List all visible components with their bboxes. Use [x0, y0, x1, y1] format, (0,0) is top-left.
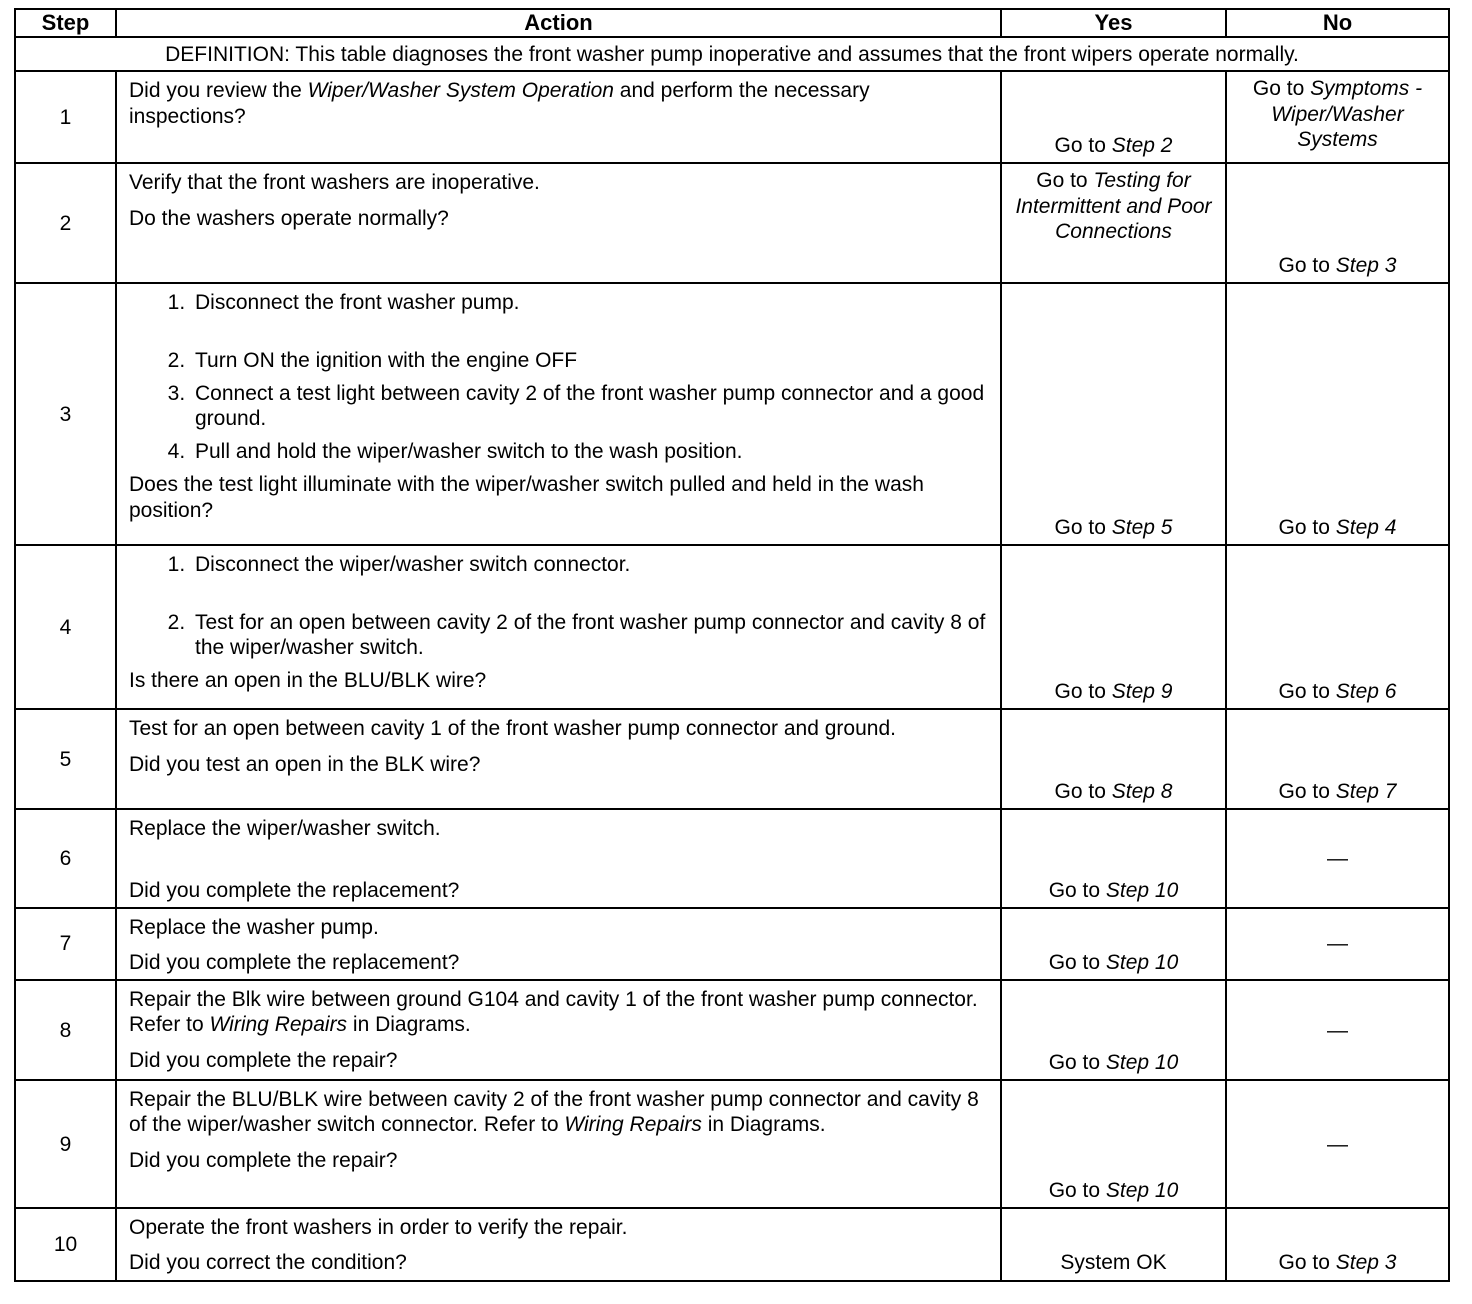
step-link[interactable]: Step 9 — [1111, 680, 1173, 704]
goto-text: Go to — [1048, 1178, 1106, 1202]
action-question: Did you complete the replacement? — [129, 950, 460, 974]
no-cell — [1226, 1080, 1449, 1208]
goto-text: Go to — [1278, 1251, 1336, 1275]
no-action-dash: — — [1327, 846, 1348, 870]
result-text: System OK — [1060, 1251, 1167, 1275]
step-link[interactable]: Step 7 — [1335, 780, 1397, 804]
list-item: 2. Test for an open between cavity 2 of the front washer pump connector and cavity 8 of the wiper/washer switch. — [191, 610, 990, 660]
no-cell — [1226, 545, 1449, 709]
doc-reference: Wiper/Washer System Operation — [307, 79, 614, 103]
goto-text: Go to — [1048, 878, 1106, 902]
header-action: Action — [116, 9, 1001, 37]
instruction-text: in Diagrams. — [701, 1113, 826, 1137]
action-instruction: Operate the front washers in order to verify the repair. — [129, 1216, 628, 1240]
no-cell — [1226, 980, 1449, 1080]
no-action-dash: — — [1327, 1132, 1348, 1156]
yes-cell — [1001, 71, 1226, 163]
action-cell — [116, 283, 1001, 545]
goto-text: Go to — [1036, 169, 1094, 193]
goto-text: Go to — [1054, 134, 1112, 158]
header-no: No — [1226, 9, 1449, 37]
list-item: 4. Pull and hold the wiper/washer switch to the wash position. — [191, 439, 990, 464]
action-cell — [116, 809, 1001, 907]
wiring-repairs-link[interactable]: Wiring Repairs — [209, 1013, 348, 1037]
no-cell — [1226, 163, 1449, 283]
instruction-text: in Diagrams. — [347, 1013, 471, 1037]
no-cell — [1226, 908, 1449, 980]
instruction-text: Repair the BLU/BLK wire between cavity 2 of the front washer pump connector and cavity 8 of the wiper/washer switch connector. Refer to — [129, 1088, 979, 1137]
action-cell — [116, 71, 1001, 163]
table-row-step-6 — [15, 809, 1449, 907]
action-instruction: Test for an open between cavity 1 of the front washer pump connector and ground. — [129, 717, 896, 741]
diagnostic-table — [14, 8, 1450, 1282]
step-number: 3 — [15, 283, 116, 545]
step-link[interactable]: Step 3 — [1335, 1251, 1397, 1275]
instruction-text: Repair the Blk wire between ground G104 and cavity 1 of the front washer pump connector. Refer to — [129, 988, 978, 1037]
yes-cell — [1001, 908, 1226, 980]
list-item: 1. Disconnect the wiper/washer switch connector. — [191, 552, 990, 577]
yes-cell — [1001, 545, 1226, 709]
action-question: Does the test light illuminate with the wiper/washer switch pulled and held in the wash position? — [129, 473, 924, 522]
header-yes: Yes — [1001, 9, 1226, 37]
action-instruction — [129, 1087, 990, 1137]
action-question: Is there an open in the BLU/BLK wire? — [129, 668, 487, 692]
yes-cell — [1001, 809, 1226, 907]
action-question: Did you complete the replacement? — [129, 878, 460, 902]
no-cell — [1226, 809, 1449, 907]
action-cell — [116, 980, 1001, 1080]
action-cell — [116, 1208, 1001, 1280]
step-number: 10 — [15, 1208, 116, 1280]
action-question: Do the washers operate normally? — [129, 206, 449, 230]
step-link[interactable]: Step 2 — [1111, 134, 1173, 158]
step-link[interactable]: Step 3 — [1335, 254, 1397, 278]
action-question: Did you correct the condition? — [129, 1251, 407, 1275]
step-number: 2 — [15, 163, 116, 283]
step-link[interactable]: Step 5 — [1111, 516, 1173, 540]
table-row-step-1 — [15, 71, 1449, 163]
table-row-step-4 — [15, 545, 1449, 709]
table-row-step-5 — [15, 709, 1449, 809]
symptoms-link[interactable]: Symptoms - Wiper/Washer Systems — [1271, 77, 1423, 151]
table-row-step-2 — [15, 163, 1449, 283]
goto-text: Go to — [1054, 680, 1112, 704]
table-row-step-9 — [15, 1080, 1449, 1208]
list-item: 1. Disconnect the front washer pump. — [191, 290, 990, 315]
testing-link[interactable]: Testing for Intermittent and Poor Connections — [1015, 169, 1212, 243]
action-question — [129, 78, 990, 128]
header-step: Step — [15, 9, 116, 37]
question-text: and perform the necessary inspections? — [129, 79, 870, 128]
no-action-dash: — — [1327, 1018, 1348, 1042]
yes-cell — [1001, 1080, 1226, 1208]
wiring-repairs-link[interactable]: Wiring Repairs — [564, 1113, 702, 1137]
step-link[interactable]: Step 8 — [1111, 780, 1173, 804]
goto-text: Go to — [1048, 1050, 1106, 1074]
step-link[interactable]: Step 10 — [1105, 878, 1179, 902]
action-question: Did you test an open in the BLK wire? — [129, 752, 481, 776]
action-instruction: Replace the wiper/washer switch. — [129, 817, 441, 841]
step-number: 4 — [15, 545, 116, 709]
action-cell — [116, 545, 1001, 709]
no-cell — [1226, 709, 1449, 809]
list-item: 3. Connect a test light between cavity 2 of the front washer pump connector and a good ground. — [191, 381, 990, 431]
yes-cell — [1001, 163, 1226, 283]
action-question: Did you complete the repair? — [129, 1148, 398, 1172]
yes-cell — [1001, 709, 1226, 809]
yes-cell — [1001, 1208, 1226, 1280]
no-action-dash: — — [1327, 932, 1348, 956]
no-cell — [1226, 1208, 1449, 1280]
goto-text: Go to — [1278, 516, 1336, 540]
action-question: Did you complete the repair? — [129, 1048, 398, 1072]
step-link[interactable]: Step 10 — [1105, 950, 1179, 974]
goto-text: Go to — [1054, 780, 1112, 804]
list-item: 2. Turn ON the ignition with the engine OFF — [191, 348, 990, 373]
goto-text: Go to — [1048, 950, 1106, 974]
step-link[interactable]: Step 6 — [1335, 680, 1397, 704]
goto-text: Go to — [1252, 77, 1311, 101]
step-number: 8 — [15, 980, 116, 1080]
no-cell — [1226, 283, 1449, 545]
procedure-list — [129, 290, 990, 464]
yes-cell — [1001, 980, 1226, 1080]
question-text: Did you review the — [129, 79, 308, 103]
yes-cell — [1001, 283, 1226, 545]
definition-row — [15, 37, 1449, 71]
goto-text: Go to — [1054, 516, 1112, 540]
step-link[interactable]: Step 4 — [1335, 516, 1397, 540]
procedure-list — [129, 552, 990, 660]
no-cell — [1226, 71, 1449, 163]
action-cell — [116, 709, 1001, 809]
action-instruction: Replace the washer pump. — [129, 915, 379, 939]
action-cell — [116, 1080, 1001, 1208]
goto-text: Go to — [1278, 780, 1336, 804]
step-number: 9 — [15, 1080, 116, 1208]
table-row-step-8 — [15, 980, 1449, 1080]
table-row-step-7 — [15, 908, 1449, 980]
step-number: 6 — [15, 809, 116, 907]
table-row-step-3 — [15, 283, 1449, 545]
goto-text: Go to — [1278, 680, 1336, 704]
definition-text: DEFINITION: This table diagnoses the front washer pump inoperative and assumes that the front wipers operate normally. — [15, 37, 1449, 71]
step-number: 5 — [15, 709, 116, 809]
table-row-step-10 — [15, 1208, 1449, 1280]
step-link[interactable]: Step 10 — [1105, 1050, 1179, 1074]
step-link[interactable]: Step 10 — [1105, 1178, 1179, 1202]
step-number: 7 — [15, 908, 116, 980]
action-cell — [116, 163, 1001, 283]
action-instruction: Verify that the front washers are inoperative. — [129, 171, 540, 195]
header-row — [15, 9, 1449, 37]
action-instruction — [129, 987, 990, 1037]
action-cell — [116, 908, 1001, 980]
step-number: 1 — [15, 71, 116, 163]
goto-text: Go to — [1278, 254, 1336, 278]
